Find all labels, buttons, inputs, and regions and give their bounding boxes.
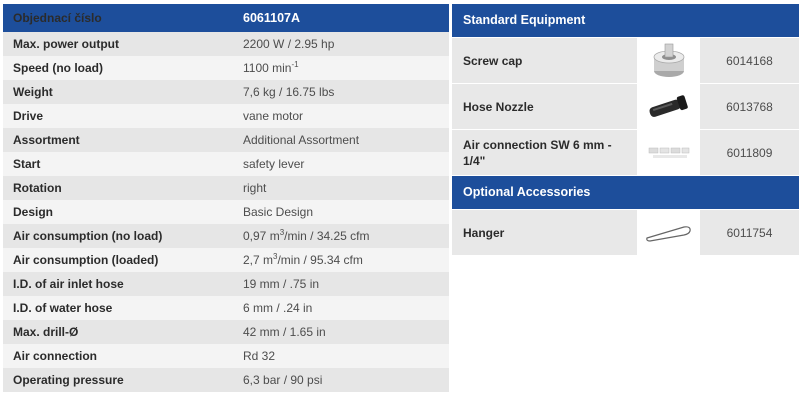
spec-value xyxy=(238,152,449,176)
spec-value xyxy=(238,128,449,152)
specifications-header xyxy=(3,4,449,32)
optional-accessories-panel xyxy=(452,176,799,255)
spec-value-text: 19 mm / .75 in xyxy=(243,277,320,291)
spec-row xyxy=(3,32,449,56)
spec-value xyxy=(238,32,449,56)
spec-label: I.D. of air inlet hose xyxy=(3,272,238,296)
spec-value-text: Additional Assortment xyxy=(243,133,360,147)
spec-value-superscript: 3 xyxy=(279,228,285,237)
spec-value-superscript: 3 xyxy=(273,252,278,261)
spec-value-text: vane motor xyxy=(243,109,304,123)
spec-value xyxy=(238,224,449,248)
order-number-label: Objednací číslo xyxy=(3,4,238,32)
spec-value xyxy=(238,104,449,128)
spec-value-text: 6,3 bar / 90 psi xyxy=(243,373,323,387)
accessory-row-hanger xyxy=(452,210,799,255)
spec-row xyxy=(3,80,449,104)
spec-value-text: 42 mm / 1.65 in xyxy=(243,325,326,339)
air-connection-icon xyxy=(639,130,698,175)
spec-value-text: 6 mm / .24 in xyxy=(243,301,313,315)
equipment-row-air-connection xyxy=(452,130,799,175)
screw-cap-icon xyxy=(639,38,698,83)
spec-label: Operating pressure xyxy=(3,368,238,392)
spec-value xyxy=(238,248,449,272)
spec-value-text: Basic Design xyxy=(243,205,314,219)
spec-value-text: right xyxy=(243,181,267,195)
accessory-name: Hanger xyxy=(452,210,637,255)
spec-label: Drive xyxy=(3,104,238,128)
standard-equipment-header: Standard Equipment xyxy=(452,4,799,37)
spec-row xyxy=(3,296,449,320)
spec-value xyxy=(238,272,449,296)
spec-value-text: 0,97 m xyxy=(243,229,280,243)
spec-row xyxy=(3,176,449,200)
spec-value-text: Rd 32 xyxy=(243,349,276,363)
spec-label: Air consumption (loaded) xyxy=(3,248,238,272)
spec-row xyxy=(3,104,449,128)
spec-label: Speed (no load) xyxy=(3,56,238,80)
spec-value xyxy=(238,296,449,320)
spec-row xyxy=(3,128,449,152)
spec-value-superscript: -1 xyxy=(291,60,299,69)
spec-row xyxy=(3,200,449,224)
equipment-row-screw-cap xyxy=(452,38,799,83)
spec-label: Max. power output xyxy=(3,32,238,56)
spec-value xyxy=(238,368,449,392)
spec-row xyxy=(3,224,449,248)
spec-label: Design xyxy=(3,200,238,224)
spec-label: Start xyxy=(3,152,238,176)
spec-value xyxy=(238,80,449,104)
spec-row xyxy=(3,56,449,80)
spec-label: Air connection xyxy=(3,344,238,368)
spec-value xyxy=(238,344,449,368)
spec-value-text: 7,6 kg / 16.75 lbs xyxy=(243,85,335,99)
spec-row xyxy=(3,344,449,368)
order-number-value: 6061107A xyxy=(238,4,449,32)
spec-label: Air consumption (no load) xyxy=(3,224,238,248)
spec-label: Max. drill-Ø xyxy=(3,320,238,344)
spec-value xyxy=(238,56,449,80)
spec-row xyxy=(3,320,449,344)
equipment-number: 6011809 xyxy=(700,130,799,175)
spec-label: Assortment xyxy=(3,128,238,152)
spec-row xyxy=(3,152,449,176)
spec-value-text: 2,7 m xyxy=(243,253,274,267)
spec-label: Weight xyxy=(3,80,238,104)
spec-label: Rotation xyxy=(3,176,238,200)
hanger-icon xyxy=(639,210,698,255)
spec-value-text: 2200 W / 2.95 hp xyxy=(243,37,335,51)
spec-row xyxy=(3,248,449,272)
equipment-number: 6013768 xyxy=(700,84,799,129)
spec-row xyxy=(3,272,449,296)
spec-value xyxy=(238,176,449,200)
spec-value xyxy=(238,200,449,224)
spec-label: I.D. of water hose xyxy=(3,296,238,320)
optional-accessories-header: Optional Accessories xyxy=(452,176,799,209)
equipment-number: 6014168 xyxy=(700,38,799,83)
specifications-body xyxy=(3,32,449,392)
spec-row xyxy=(3,368,449,392)
standard-equipment-panel xyxy=(452,4,799,175)
hose-nozzle-icon xyxy=(639,84,698,129)
specifications-table xyxy=(3,4,449,392)
spec-value-suffix: /min / 34.25 cfm xyxy=(284,229,370,243)
equipment-name: Air connection SW 6 mm - 1/4" xyxy=(452,130,637,175)
spec-value-text: 1100 min xyxy=(243,61,292,75)
spec-value xyxy=(238,320,449,344)
equipment-name: Screw cap xyxy=(452,38,637,83)
equipment-row-hose-nozzle xyxy=(452,84,799,129)
spec-value-text: safety lever xyxy=(243,157,305,171)
equipment-name: Hose Nozzle xyxy=(452,84,637,129)
accessory-number: 6011754 xyxy=(700,210,799,255)
spec-value-suffix: /min / 95.34 cfm xyxy=(277,253,363,267)
